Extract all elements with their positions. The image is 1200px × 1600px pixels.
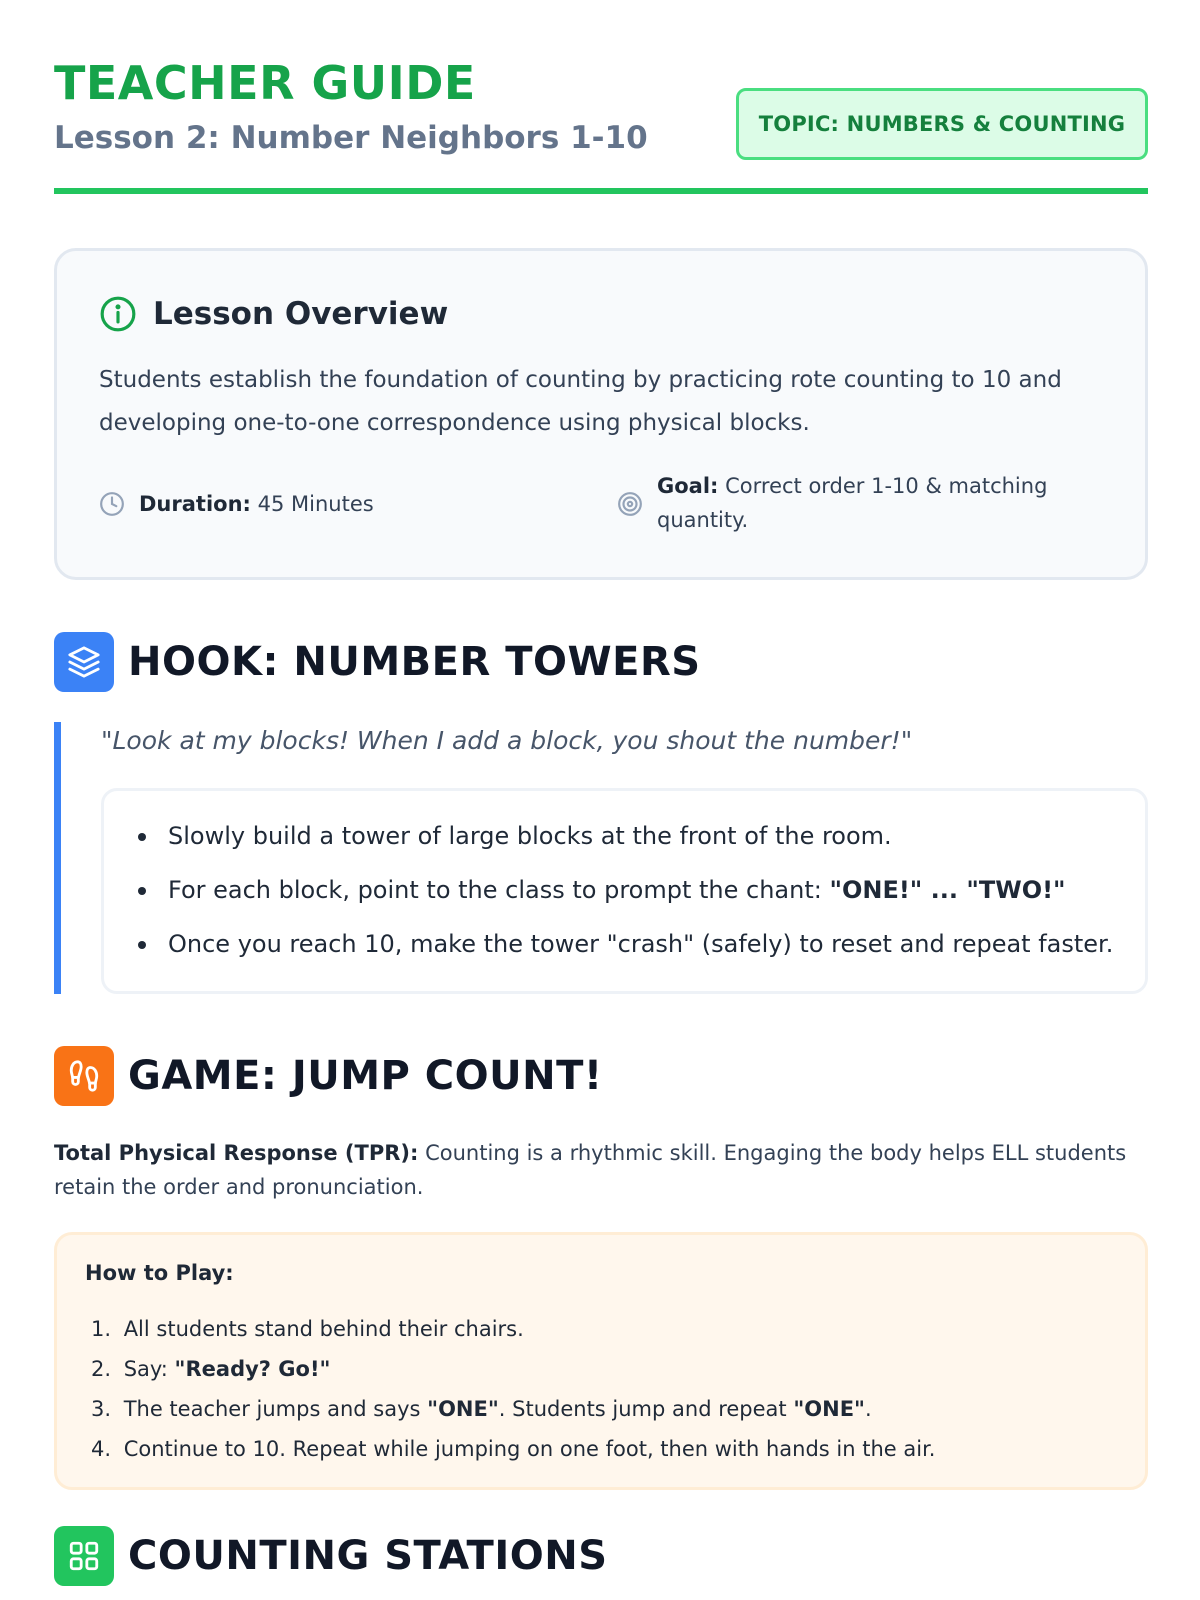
tpr-text: Counting is a rhythmic skill. Engaging the body helps ELL students retain the order and pronunciation. xyxy=(54,1141,1127,1199)
hook-steps-box xyxy=(101,788,1148,994)
overview-header xyxy=(99,295,448,333)
hook-steps-list xyxy=(138,821,1113,983)
goal-value: Correct order 1-10 & matching quantity. xyxy=(657,474,1048,532)
list-item: 2. Say: "Ready? Go!" xyxy=(91,1357,331,1381)
topic-badge: TOPIC: NUMBERS & COUNTING xyxy=(736,88,1148,160)
list-item: 3. The teacher jumps and says "ONE". Students jump and repeat "ONE". xyxy=(91,1397,872,1421)
game-title: GAME: JUMP COUNT! xyxy=(128,1053,603,1099)
stations-section-header xyxy=(54,1526,608,1586)
game-section-header xyxy=(54,1046,603,1106)
footprints-icon xyxy=(54,1046,114,1106)
list-item: 1. All students stand behind their chairs. xyxy=(91,1317,524,1341)
list-item: Once you reach 10, make the tower "crash" (safely) to reset and repeat faster. xyxy=(138,929,1113,959)
grid-icon xyxy=(54,1526,114,1586)
page-title: TEACHER GUIDE xyxy=(54,56,476,110)
overview-description: Students establish the foundation of counting by practicing rote counting to 10 and developing one-to-one correspondence using physical blocks. xyxy=(99,367,1062,436)
lesson-subtitle: Lesson 2: Number Neighbors 1-10 xyxy=(54,120,648,156)
hook-content xyxy=(54,722,1148,994)
hook-quote: "Look at my blocks! When I add a block, you shout the number!" xyxy=(101,726,913,755)
duration-meta xyxy=(99,487,374,521)
layers-icon xyxy=(54,632,114,692)
clock-icon xyxy=(99,491,125,517)
list-item: For each block, point to the class to prompt the chant: "ONE!" ... "TWO!" xyxy=(138,875,1113,905)
list-item: 4. Continue to 10. Repeat while jumping on one foot, then with hands in the air. xyxy=(91,1437,936,1461)
duration-label: Duration: xyxy=(139,492,251,516)
lesson-overview-card xyxy=(54,248,1148,580)
goal-label: Goal: xyxy=(657,474,719,498)
tpr-label: Total Physical Response (TPR): xyxy=(54,1141,419,1165)
target-icon xyxy=(617,491,643,517)
how-to-play-list xyxy=(91,1309,935,1469)
hook-title: HOOK: NUMBER TOWERS xyxy=(128,639,701,685)
tpr-paragraph xyxy=(54,1136,1148,1204)
page-header xyxy=(54,56,1148,194)
goal-meta xyxy=(617,469,1057,537)
duration-value: 45 Minutes xyxy=(257,492,374,516)
overview-title: Lesson Overview xyxy=(153,296,449,332)
list-item: Slowly build a tower of large blocks at the front of the room. xyxy=(138,821,1113,851)
hook-section-header xyxy=(54,632,701,692)
stations-title: COUNTING STATIONS xyxy=(128,1533,608,1579)
info-icon xyxy=(99,295,137,333)
how-to-play-box xyxy=(54,1232,1148,1490)
how-to-play-label: How to Play: xyxy=(85,1261,234,1285)
